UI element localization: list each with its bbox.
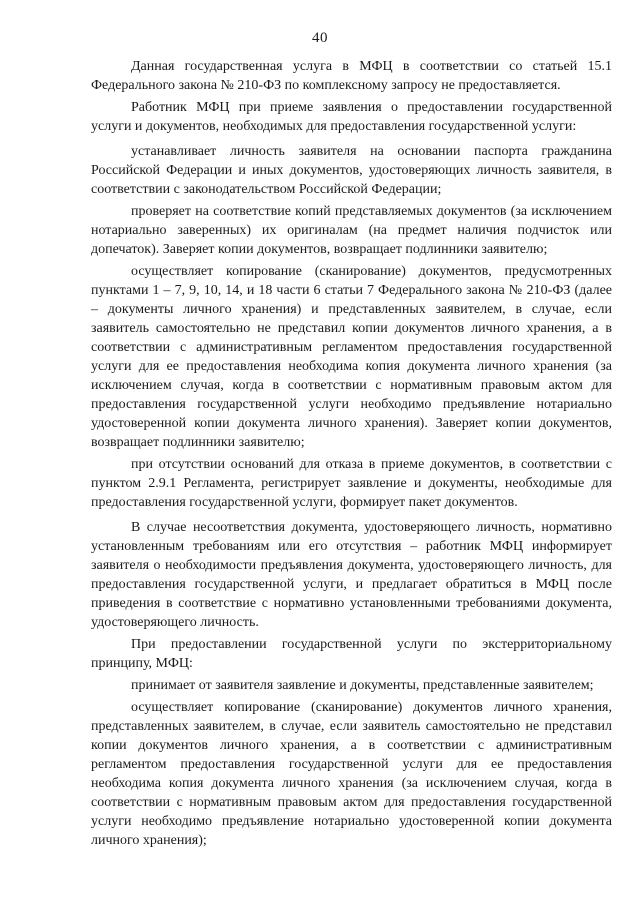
paragraph-identity-mismatch: В случае несоответствия документа, удостоверяющего личность, нормативно установленным требованиям или его отсутствия – работник МФЦ информирует заявителя о необходимости предъявления документа, удостоверяющего личность, для предоставления государственной услуги, и предлагает обратиться в МФЦ после приведения в соответствие с нормативно установленными требованиями документа, удостоверяющего личность. <box>91 520 612 630</box>
paragraph-copying-documents: осуществляет копирование (сканирование) документов, предусмотренных пунктами 1 – 7, 9, 10, 14, и 18 части 6 статьи 7 Федерального закона № 210-ФЗ (далее – документы личного хранения) и представленных заявителем, в случае, если заявитель самостоятельно не представил копии документов личного хранения, а в соответствии с административным регламентом предоставления государственной услуги для ее предоставления необходима копия документа личного хранения (за исключением случая, когда в соответствии с нормативным правовым актом для предоставления государственной услуги необходимо предъявление нотариально удостоверенной копии документа личного хранения). Заверяет копии документов, возвращает подлинники заявителю; <box>91 264 612 450</box>
paragraph-copy-verification: проверяет на соответствие копий представляемых документов (за исключением нотариально заверенных) их оригиналам (на предмет наличия подчисток или допечаток). Заверяет копии документов, возвращает подлинники заявителю; <box>91 204 612 257</box>
paragraph-extraterritorial-copying: осуществляет копирование (сканирование) документов личного хранения, представленных заявителем, в случае, если заявитель самостоятельно не представил копии документов личного хранения, а в соответствии с административным регламентом предоставления государственной услуги для ее предоставления необходима копия документа личного хранения (за исключением случая, когда в соответствии с нормативным правовым актом для предоставления государственной услуги необходимо предъявление нотариально удостоверенной копии документа личного хранения); <box>91 700 612 848</box>
paragraph-accepts-application: принимает от заявителя заявление и документы, представленные заявителем; <box>131 678 594 693</box>
page-number: 40 <box>312 30 328 46</box>
paragraph-extraterritorial-intro: При предоставлении государственной услуги по экстерриториальному принципу, МФЦ: <box>91 637 612 671</box>
paragraph-registration: при отсутствии оснований для отказа в приеме документов, в соответствии с пунктом 2.9.1 Регламента, регистрирует заявление и документы, необходимые для предоставления государственной услуги, формирует пакет документов. <box>91 457 612 510</box>
paragraph-identity-check: устанавливает личность заявителя на основании паспорта гражданина Российской Федерации и иных документов, удостоверяющих личность заявителя, в соответствии с законодательством Российской Федерации; <box>91 144 612 197</box>
paragraph-mfc-worker-intro: Работник МФЦ при приеме заявления о предоставлении государственной услуги и документов, необходимых для предоставления государственной услуги: <box>91 100 612 134</box>
document-body <box>91 57 612 856</box>
paragraph-complex-request: Данная государственная услуга в МФЦ в соответствии со статьей 15.1 Федерального закона № 210-ФЗ по комплексному запросу не предоставляется. <box>91 59 612 93</box>
